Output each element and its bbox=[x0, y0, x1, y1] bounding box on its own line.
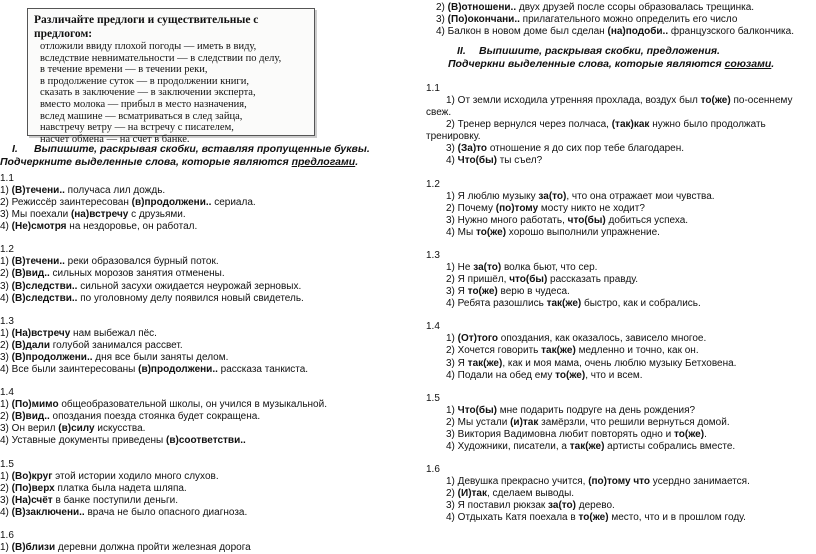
rule-line: сказать в заключение — в заключении эксперта, bbox=[40, 87, 256, 99]
sentence-text: искусства. bbox=[94, 423, 146, 435]
highlighted-word: (По)окончани.. bbox=[447, 14, 520, 26]
rule-line: отложили ввиду плохой погоды — иметь в виду, bbox=[40, 41, 257, 52]
sentence-text: . bbox=[704, 428, 707, 440]
section-number: 1.5 bbox=[0, 458, 14, 470]
sentence-text: 4) Мы bbox=[446, 226, 476, 238]
sentence-text: свеж. bbox=[426, 107, 452, 119]
sentence-text: 1) bbox=[446, 404, 458, 416]
sentence-text: 3) bbox=[446, 143, 458, 155]
highlighted-word: так(же) bbox=[546, 298, 582, 310]
highlighted-word: (В)заключени.. bbox=[11, 506, 85, 518]
highlighted-word: (В)отношени.. bbox=[447, 2, 517, 13]
exercise-line bbox=[412, 107, 816, 119]
sentence-text: тренировку. bbox=[426, 131, 481, 143]
sentence-text: опоздания поезда стоянка будет сокращена. bbox=[49, 411, 261, 423]
section-number: 1.5 bbox=[426, 392, 440, 404]
section-number: 1.2 bbox=[426, 178, 440, 190]
exercise-line bbox=[0, 495, 400, 507]
sentence-text: 3) Я bbox=[446, 286, 468, 298]
sentence-text: опоздания, как оказалось, зависело многое. bbox=[498, 333, 707, 345]
task-2-heading bbox=[412, 45, 816, 58]
task-2-subheading bbox=[412, 58, 816, 71]
sentence-text: волка бьют, что сер. bbox=[501, 261, 598, 273]
exercise-line bbox=[0, 471, 400, 483]
exercise-line bbox=[0, 268, 400, 280]
sentence-text: 4) bbox=[446, 155, 458, 167]
sentence-text: французского балкончика. bbox=[668, 26, 794, 38]
highlighted-word: (И)так bbox=[457, 488, 487, 500]
highlighted-word: (на)встречу bbox=[70, 209, 129, 221]
sentence-text: 2) bbox=[0, 339, 12, 351]
sentence-text: реки образовался бурный поток. bbox=[64, 256, 219, 268]
sentence-text: на нездоровье, он работал. bbox=[66, 221, 198, 233]
sentence-text: 2) Хочется говорить bbox=[446, 345, 542, 357]
sentence-text: нужно было продолжать bbox=[649, 119, 766, 131]
left-column bbox=[0, 0, 400, 553]
sentence-text: 4) bbox=[0, 221, 12, 233]
sentence-text: 1) bbox=[0, 541, 12, 553]
highlighted-word: (В)продолжени.. bbox=[11, 351, 93, 363]
exercise-line bbox=[412, 298, 816, 310]
highlighted-word: то(же) bbox=[700, 95, 731, 106]
sentence-text: 1) Девушка прекрасно учится, bbox=[446, 476, 589, 488]
rule-line: навстречу ветру — на встречу с писателем, bbox=[40, 122, 234, 134]
sentence-text: 2) Мы устали bbox=[446, 416, 511, 428]
highlighted-word: так(же) bbox=[467, 357, 503, 369]
highlighted-word: что(бы) bbox=[567, 214, 606, 226]
exercise-line bbox=[412, 203, 816, 215]
task-1-underlined: предлогами bbox=[291, 156, 356, 168]
sentence-text: 3) Виктория Вадимовна любит повторять одно и bbox=[446, 428, 674, 440]
sentence-text: место, что и в прошлом году. bbox=[608, 512, 746, 524]
rule-box bbox=[27, 8, 315, 145]
exercise-line bbox=[412, 512, 816, 524]
section-number: 1.6 bbox=[0, 529, 14, 541]
sentence-text: хорошо выполнили упражнение. bbox=[506, 226, 660, 238]
section-number: 1.3 bbox=[0, 315, 14, 327]
sentence-text: голубой занимался рассвет. bbox=[49, 339, 183, 351]
exercise-line bbox=[412, 429, 816, 441]
sentence-text: 4) Ребята разошлись bbox=[446, 298, 547, 310]
exercise-line bbox=[0, 364, 400, 376]
sentence-text: сильных морозов занятия отменены. bbox=[49, 268, 225, 280]
section-number: 1.4 bbox=[426, 321, 440, 333]
sentence-text: , как и моя мама, очень люблю музыку Бетховена. bbox=[502, 357, 737, 369]
sentence-text: 2) bbox=[0, 411, 12, 423]
exercise-line bbox=[0, 281, 400, 293]
sentence-text: 1) bbox=[0, 185, 12, 196]
highlighted-word: (в)соответстви.. bbox=[166, 435, 246, 447]
sentence-text: 4) bbox=[0, 506, 12, 518]
highlighted-word: (На)встречу bbox=[11, 327, 71, 339]
exercise-line bbox=[0, 352, 400, 364]
highlighted-word: (В)следстви.. bbox=[11, 292, 78, 304]
highlighted-word: то(же) bbox=[578, 512, 609, 524]
sentence-text: 3) bbox=[0, 280, 12, 292]
exercise-line bbox=[0, 185, 400, 197]
exercise-line bbox=[412, 215, 816, 227]
sentence-text: медленно и точно, как он. bbox=[575, 345, 699, 357]
rule-line: вместо молока — прибыл в место назначения, bbox=[40, 98, 247, 110]
sentence-text: 3) bbox=[0, 351, 12, 363]
sentence-text: 2) Я пришёл, bbox=[446, 274, 510, 286]
sentence-text: усердно занимается. bbox=[650, 476, 750, 488]
exercise-line bbox=[412, 131, 816, 143]
highlighted-word: (на)подоби.. bbox=[607, 26, 669, 38]
exercise-line bbox=[0, 542, 400, 554]
rule-line: вслед машине — всматриваться в след зайца, bbox=[40, 110, 243, 122]
highlighted-word: (За)то bbox=[457, 143, 488, 155]
highlighted-word: то(же) bbox=[475, 226, 507, 238]
sentence-text: 2) bbox=[0, 268, 12, 280]
sentence-text: верю в чудеса. bbox=[497, 286, 570, 298]
sentence-text: мосту никто не ходит? bbox=[538, 202, 645, 214]
highlighted-word: (В)вид.. bbox=[11, 411, 50, 423]
sentence-text: 4) Все были заинтересованы bbox=[0, 364, 139, 376]
task-1-line2-suffix: . bbox=[355, 156, 359, 168]
sentence-text: 3) Я поставил рюкзак bbox=[446, 500, 549, 512]
exercise-line bbox=[0, 411, 400, 423]
sentence-text: этой истории ходило много слухов. bbox=[52, 470, 219, 482]
right-sections bbox=[412, 83, 816, 524]
exercise-line bbox=[412, 333, 816, 345]
sentence-text: платка была надета шляпа. bbox=[54, 482, 187, 494]
rule-line: вследствие невнимательности — в следствии по делу, bbox=[40, 52, 282, 64]
exercise-line bbox=[0, 483, 400, 495]
sentence-text: общеобразовательной школы, он учился в музыкальной. bbox=[58, 399, 327, 411]
highlighted-word: (так)как bbox=[611, 119, 650, 131]
highlighted-word: за(то) bbox=[538, 190, 567, 202]
sentence-text: 3) Я bbox=[446, 357, 468, 369]
sentence-text: 3) Мы поехали bbox=[0, 209, 71, 221]
highlighted-word: так(же) bbox=[541, 345, 576, 357]
sentence-text: 2) bbox=[446, 488, 458, 500]
sentence-text: по уголовному делу появился новый свидетель. bbox=[77, 292, 304, 304]
sentence-text: ты съел? bbox=[496, 155, 543, 167]
highlighted-word: (В)близи bbox=[11, 541, 56, 553]
highlighted-word: (По)верх bbox=[11, 482, 55, 494]
right-top-items bbox=[436, 2, 816, 38]
exercise-line bbox=[412, 500, 816, 512]
exercise-line bbox=[412, 405, 816, 417]
highlighted-word: (В)течени.. bbox=[11, 256, 65, 268]
highlighted-word: (в)продолжени.. bbox=[131, 197, 212, 209]
sentence-text: нам выбежал пёс. bbox=[70, 327, 157, 339]
sentence-text: , сделаем выводы. bbox=[486, 488, 575, 500]
exercise-line bbox=[412, 417, 816, 429]
sentence-text: отношение я до сих пор тебе благодарен. bbox=[487, 143, 685, 155]
sentence-text: рассказа танкиста. bbox=[217, 364, 309, 376]
sentence-text: сериала. bbox=[211, 197, 256, 209]
highlighted-word: Что(бы) bbox=[457, 155, 497, 167]
highlighted-word: то(же) bbox=[467, 286, 498, 298]
highlighted-word: (На)счёт bbox=[11, 494, 53, 506]
highlighted-word: (В)вид.. bbox=[11, 268, 50, 280]
sentence-text: двух друзей после ссоры образовалась трещинка. bbox=[516, 2, 755, 13]
section-number: 1.1 bbox=[426, 83, 440, 94]
exercise-line bbox=[0, 423, 400, 435]
right-flow bbox=[412, 45, 816, 524]
highlighted-word: (По)мимо bbox=[11, 399, 59, 411]
highlighted-word: (в)силу bbox=[58, 423, 95, 435]
sentence-text: 3) bbox=[0, 494, 12, 506]
sentence-text: быстро, как и собрались. bbox=[581, 298, 701, 310]
section-number: 1.2 bbox=[0, 244, 14, 256]
highlighted-word: что(бы) bbox=[509, 274, 548, 286]
sentence-text: 4) Художники, писатели, а bbox=[446, 440, 570, 452]
highlighted-word: (В)течени.. bbox=[11, 185, 65, 196]
left-sections bbox=[0, 173, 400, 554]
sentence-text: дерево. bbox=[575, 500, 615, 512]
exercise-line bbox=[0, 209, 400, 221]
exercise-line bbox=[0, 435, 400, 447]
highlighted-word: то(же) bbox=[555, 369, 586, 381]
rule-line: в продолжение суток — в продолжении книги, bbox=[40, 75, 249, 87]
highlighted-word: за(то) bbox=[548, 500, 576, 512]
highlighted-word: (по)тому bbox=[495, 202, 539, 214]
exercise-line bbox=[412, 476, 816, 488]
exercise-line bbox=[412, 191, 816, 203]
exercise-line bbox=[436, 2, 816, 14]
sentence-text: рассказать правду. bbox=[547, 274, 639, 286]
task-2-line1: Выпишите, раскрывая скобки, предложения. bbox=[479, 45, 720, 57]
sentence-text: мне подарить подруге на день рождения? bbox=[496, 404, 696, 416]
task-1-line1: Выпишите, раскрывая скобки, вставляя пропущенные буквы. bbox=[34, 143, 370, 155]
sentence-text: 4) Балкон в новом доме был сделан bbox=[436, 26, 608, 38]
sentence-text: 2) Почему bbox=[446, 202, 496, 214]
exercise-line bbox=[412, 488, 816, 500]
sentence-text: добиться успеха. bbox=[605, 214, 689, 226]
sentence-text: замёрзли, что решили вернуться домой. bbox=[538, 416, 730, 428]
section-number: 1.4 bbox=[0, 387, 14, 399]
sentence-text: , что и всем. bbox=[585, 369, 643, 381]
task-1-line2-prefix: Подчеркните выделенные слова, которые являются bbox=[0, 156, 292, 168]
sentence-text: 1) bbox=[0, 256, 12, 268]
sentence-text: 1) От земли исходила утренняя прохлада, воздух был bbox=[446, 95, 701, 106]
highlighted-word: (В)следстви.. bbox=[11, 280, 78, 292]
sentence-text: 4) bbox=[0, 292, 12, 304]
highlighted-word: за(то) bbox=[473, 261, 502, 273]
exercise-line bbox=[0, 197, 400, 209]
rule-line: в течение времени — в течении реки, bbox=[40, 64, 208, 76]
sentence-text: 2) bbox=[0, 482, 12, 494]
sentence-text: 3) Нужно много работать, bbox=[446, 214, 568, 226]
exercise-line bbox=[0, 507, 400, 519]
exercise-line bbox=[412, 95, 816, 107]
sentence-text: 3) bbox=[436, 14, 448, 26]
sentence-text: в банке поступили деньги. bbox=[52, 494, 178, 506]
exercise-line bbox=[412, 155, 816, 167]
left-flow bbox=[0, 143, 400, 554]
highlighted-word: (и)так bbox=[510, 416, 539, 428]
exercise-line bbox=[412, 262, 816, 274]
exercise-line bbox=[412, 274, 816, 286]
exercise-line bbox=[412, 345, 816, 357]
rule-box-title: Различайте предлоги и существительные с предлогом: bbox=[34, 14, 259, 40]
task-1-number: I. bbox=[12, 143, 18, 155]
highlighted-word: Что(бы) bbox=[457, 404, 497, 416]
exercise-line bbox=[0, 293, 400, 305]
sentence-text: 1) Не bbox=[446, 261, 474, 273]
highlighted-word: так(же) bbox=[569, 440, 605, 452]
right-column bbox=[412, 0, 816, 524]
sentence-text: 1) bbox=[0, 470, 12, 482]
exercise-line bbox=[0, 340, 400, 352]
sentence-text: деревни должна пройти железная дорога bbox=[55, 541, 251, 553]
sentence-text: 1) Я люблю музыку bbox=[446, 190, 539, 202]
task-1-subheading bbox=[0, 156, 400, 169]
task-1-heading bbox=[0, 143, 400, 156]
sentence-text: получаса лил дождь. bbox=[64, 185, 166, 196]
exercise-line bbox=[412, 358, 816, 370]
rule-box-lines bbox=[34, 41, 308, 145]
sentence-text: врача не было опасного диагноза. bbox=[84, 506, 248, 518]
exercise-line bbox=[412, 119, 816, 131]
highlighted-word: (В)дали bbox=[11, 339, 50, 351]
exercise-line bbox=[412, 441, 816, 453]
sentence-text: прилагательного можно определить его число bbox=[519, 14, 738, 26]
sentence-text: дня все были заняты делом. bbox=[92, 351, 229, 363]
sentence-text: 1) bbox=[0, 399, 12, 411]
sentence-text: 3) Он верил bbox=[0, 423, 59, 435]
section-number: 1.1 bbox=[0, 173, 14, 184]
sentence-text: по-осеннему bbox=[730, 95, 793, 106]
sentence-text: , что она отражает мои чувства. bbox=[566, 190, 715, 202]
rule-line: насчет обмена — на счет в банке. bbox=[40, 133, 190, 145]
task-2-line2-prefix: Подчеркни выделенные слова, которые являются bbox=[448, 58, 725, 70]
exercise-line bbox=[412, 370, 816, 382]
exercise-line bbox=[0, 256, 400, 268]
exercise-line bbox=[0, 328, 400, 340]
highlighted-word: (От)того bbox=[457, 333, 499, 345]
exercise-line bbox=[412, 227, 816, 239]
section-number: 1.6 bbox=[426, 464, 440, 476]
exercise-line bbox=[0, 221, 400, 233]
task-2-underlined: союзами bbox=[724, 58, 772, 70]
sentence-text: 4) Уставные документы приведены bbox=[0, 435, 167, 447]
highlighted-word: (Не)смотря bbox=[11, 221, 67, 233]
sentence-text: артисты собрались вместе. bbox=[604, 440, 736, 452]
task-2-line2-suffix: . bbox=[771, 58, 775, 70]
highlighted-word: то(же) bbox=[674, 428, 705, 440]
exercise-line bbox=[436, 26, 816, 38]
sentence-text: 2) Тренер вернулся через полчаса, bbox=[446, 119, 612, 131]
highlighted-word: (по)тому что bbox=[588, 476, 651, 488]
sentence-text: 4) Отдыхать Катя поехала в bbox=[446, 512, 579, 524]
exercise-line bbox=[412, 143, 816, 155]
task-2-number: II. bbox=[457, 45, 466, 57]
highlighted-word: (Во)круг bbox=[11, 470, 53, 482]
sentence-text: с друзьями. bbox=[128, 209, 186, 221]
exercise-line bbox=[0, 399, 400, 411]
sentence-text: 1) bbox=[446, 333, 458, 345]
sentence-text: сильной засухи ожидается неурожай зерновых. bbox=[77, 280, 302, 292]
section-number: 1.3 bbox=[426, 249, 440, 261]
sentence-text: 2) bbox=[436, 2, 448, 13]
highlighted-word: (в)продолжени.. bbox=[138, 364, 218, 376]
exercise-line bbox=[436, 14, 816, 26]
sentence-text: 2) Режиссёр заинтересован bbox=[0, 197, 132, 209]
sentence-text: 1) bbox=[0, 327, 12, 339]
exercise-line bbox=[412, 286, 816, 298]
sentence-text: 4) Подали на обед ему bbox=[446, 369, 556, 381]
